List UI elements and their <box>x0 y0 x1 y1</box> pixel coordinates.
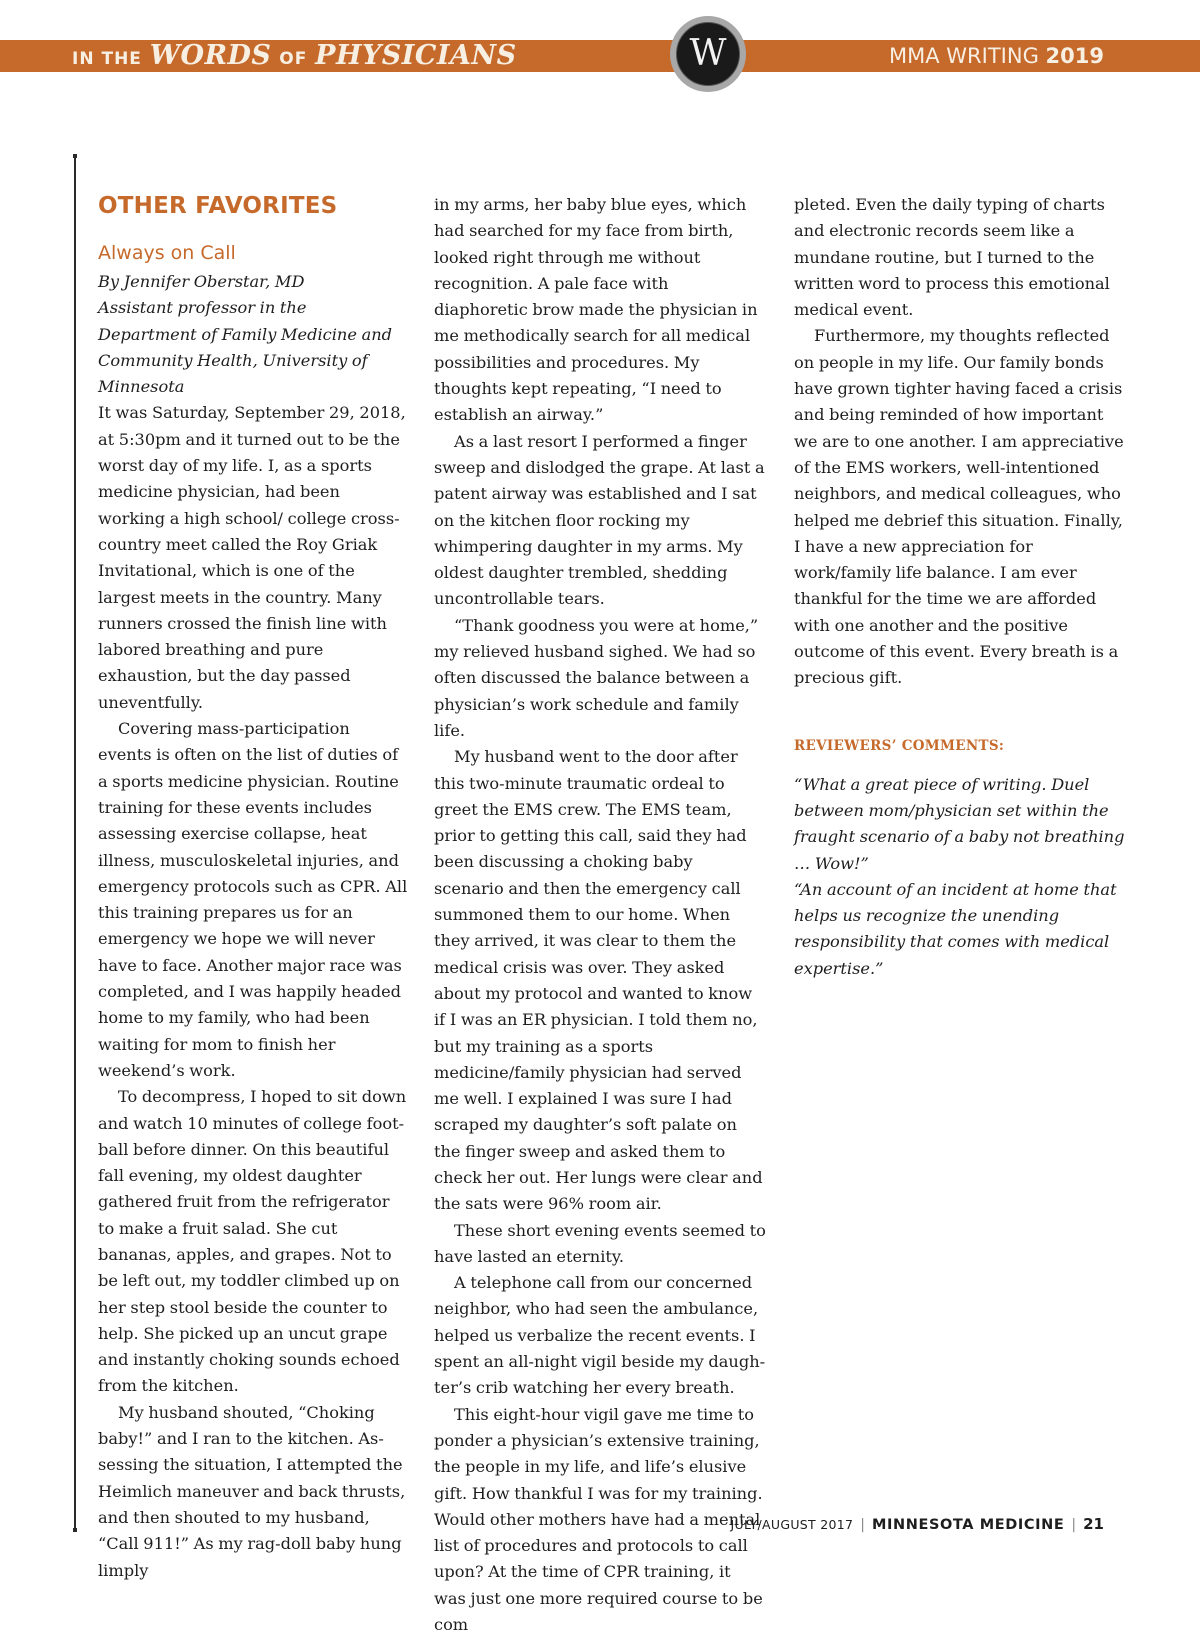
paragraph-9: A telephone call from our concerned neighbor, who had seen the ambulance, helped us verbalize the recent events. I spent an all-night vigil beside my daughter’s crib watching her every breath. <box>434 1273 766 1398</box>
typewriter-key-letter: W <box>676 22 740 86</box>
paragraph-11: Furthermore, my thoughts reflected on people in my life. Our family bonds have grown tighter having faced a crisis and being reminded of how important we are to one another. I am appreciative of the EMS workers, well-intentioned neighbors, and medical colleagues, who helped me debrief this situation. Finally, I have a new appreciation for work/family life balance. I am ever thankful for the time we are afforded with one another and the positive outcome of this event. Every breath is a precious gift. <box>794 326 1124 688</box>
series-title <box>72 40 517 72</box>
paragraph-1: I, as a sports medicine physician, had been working a high school/ college cross-country meet called the Roy Griak Invitational, which is one of the largest meets in the country. Many runners crossed the finish line with labored breathing and pure exhaustion, but the day passed uneventfully. <box>98 456 400 712</box>
byline: By Jennifer Oberstar, MD <box>98 272 305 291</box>
reviewers-heading: REVIEWERS’ COMMENTS: <box>794 737 1005 754</box>
footer-separator-2: | <box>1071 1517 1077 1533</box>
author-affiliation: Assistant professor in the Department of Family Medicine and Community Health, University of Minnesota <box>98 298 393 397</box>
reviewer-quote-2: “An account of an incident at home that helps us recognize the unending responsibility that comes with medical expertise.” <box>794 879 1117 978</box>
article-title: Always on Call <box>98 242 236 264</box>
issue-date: JULY/AUGUST 2017 <box>730 1517 854 1532</box>
paragraph-6: “Thank goodness you were at home,” my relieved husband sighed. We had so often discussed the balance between a physician’s work schedule and family life. <box>434 615 759 740</box>
column-2 <box>434 192 766 1638</box>
contest-title <box>889 40 1104 72</box>
contest-label: MMA WRITING <box>889 44 1039 68</box>
paragraph-10: This eight-hour vigil gave me time to ponder a physician’s extensive training, the people in my life, and life’s elusive gift. How thankful I was for my training. Would other mothers have had a mental list of procedures and protocols to call upon? At the time of CPR training, it was just one more required course to be com <box>434 1404 763 1635</box>
column-3 <box>794 192 1130 982</box>
paragraph-4-continued: in my arms, her baby blue eyes, which had searched for my face from birth, looked right through me without recognition. A pale face with diaphoretic brow made the physician in me methodically search for all medical possibilities and procedures. My thoughts kept repeating, “I need to establish an airway.” <box>434 195 758 425</box>
contest-year: 2019 <box>1045 44 1104 68</box>
lede-large-text: It was Saturday, September 29, 2018, at 5:30pm and it turned out to be the worst day of my life. <box>98 403 406 476</box>
column-1 <box>98 192 408 1584</box>
paragraph-3: To decompress, I hoped to sit down and watch 10 minutes of college football before dinner. On this beautiful fall evening, my oldest daughter gathered fruit from the refrigerator to make a fruit salad. She cut bananas, apples, and grapes. Not to be left out, my toddler climbed up on her step stool beside the counter to help. She picked up an uncut grape and instantly choking sounds echoed from the kitchen. <box>98 1087 407 1396</box>
series-title-in-the: IN THE <box>72 49 142 69</box>
typewriter-key-logo <box>670 16 746 92</box>
paragraph-7: My husband went to the door after this two-minute traumatic ordeal to greet the EMS crew. The EMS team, prior to getting this call, said they had been discussing a choking baby scenario and then the emergency call summoned them to our home. When they arrived, it was clear to them the medical crisis was over. They asked about my protocol and wanted to know if I was an ER physician. I told them no, but my training as a sports medicine/family physician had served me well. I explained I was sure I had scraped my daughter’s soft palate on the finger sweep and asked them to check her out. Her lungs were clear and the sats were 96% room air. <box>434 747 763 1214</box>
section-title: OTHER FAVORITES <box>98 193 338 219</box>
margin-rule <box>74 158 76 1528</box>
paragraph-8: These short evening events seemed to have lasted an eternity. <box>434 1220 766 1266</box>
series-title-physicians: PHYSICIANS <box>315 40 517 71</box>
paragraph-4: My husband shouted, “Choking baby!” and I ran to the kitchen. Assessing the situation, I attempted the Heimlich maneuver and back thrusts, and then shouted to my husband, “Call 911!” As my rag-doll baby hung limply <box>98 1402 406 1580</box>
publication-name: MINNESOTA MEDICINE <box>871 1517 1065 1533</box>
lede-paragraph <box>98 400 408 716</box>
paragraph-5: As a last resort I performed a finger sweep and dislodged the grape. At last a patent airway was established and I sat on the kitchen floor rocking my whimpering daughter in my arms. My oldest daughter trembled, shedding uncontrollable tears. <box>434 431 765 609</box>
series-title-of: OF <box>279 49 308 69</box>
reviewer-quote-1: “What a great piece of writing. Duel between mom/physician set within the fraught scenario of a baby not breathing … Wow!” <box>794 774 1125 873</box>
paragraph-2: Covering mass-participation events is often on the list of duties of a sports medicine physician. Routine training for these events includes assessing exercise collapse, heat illness, musculoskeletal injuries, and emergency protocols such as CPR. All this training prepares us for an emergency we hope we will never have to face. Another major race was completed, and I was happily headed home to my family, who had been waiting for mom to finish her weekend’s work. <box>98 719 408 1080</box>
paragraph-10-continued: pleted. Even the daily typing of charts and electronic records seem like a mundane routine, but I turned to the written word to process this emotional medical event. <box>794 195 1110 320</box>
series-title-words: WORDS <box>149 40 272 71</box>
page-number: 21 <box>1083 1515 1104 1533</box>
footer-separator-1: | <box>860 1517 865 1533</box>
page-footer <box>731 1513 1104 1535</box>
